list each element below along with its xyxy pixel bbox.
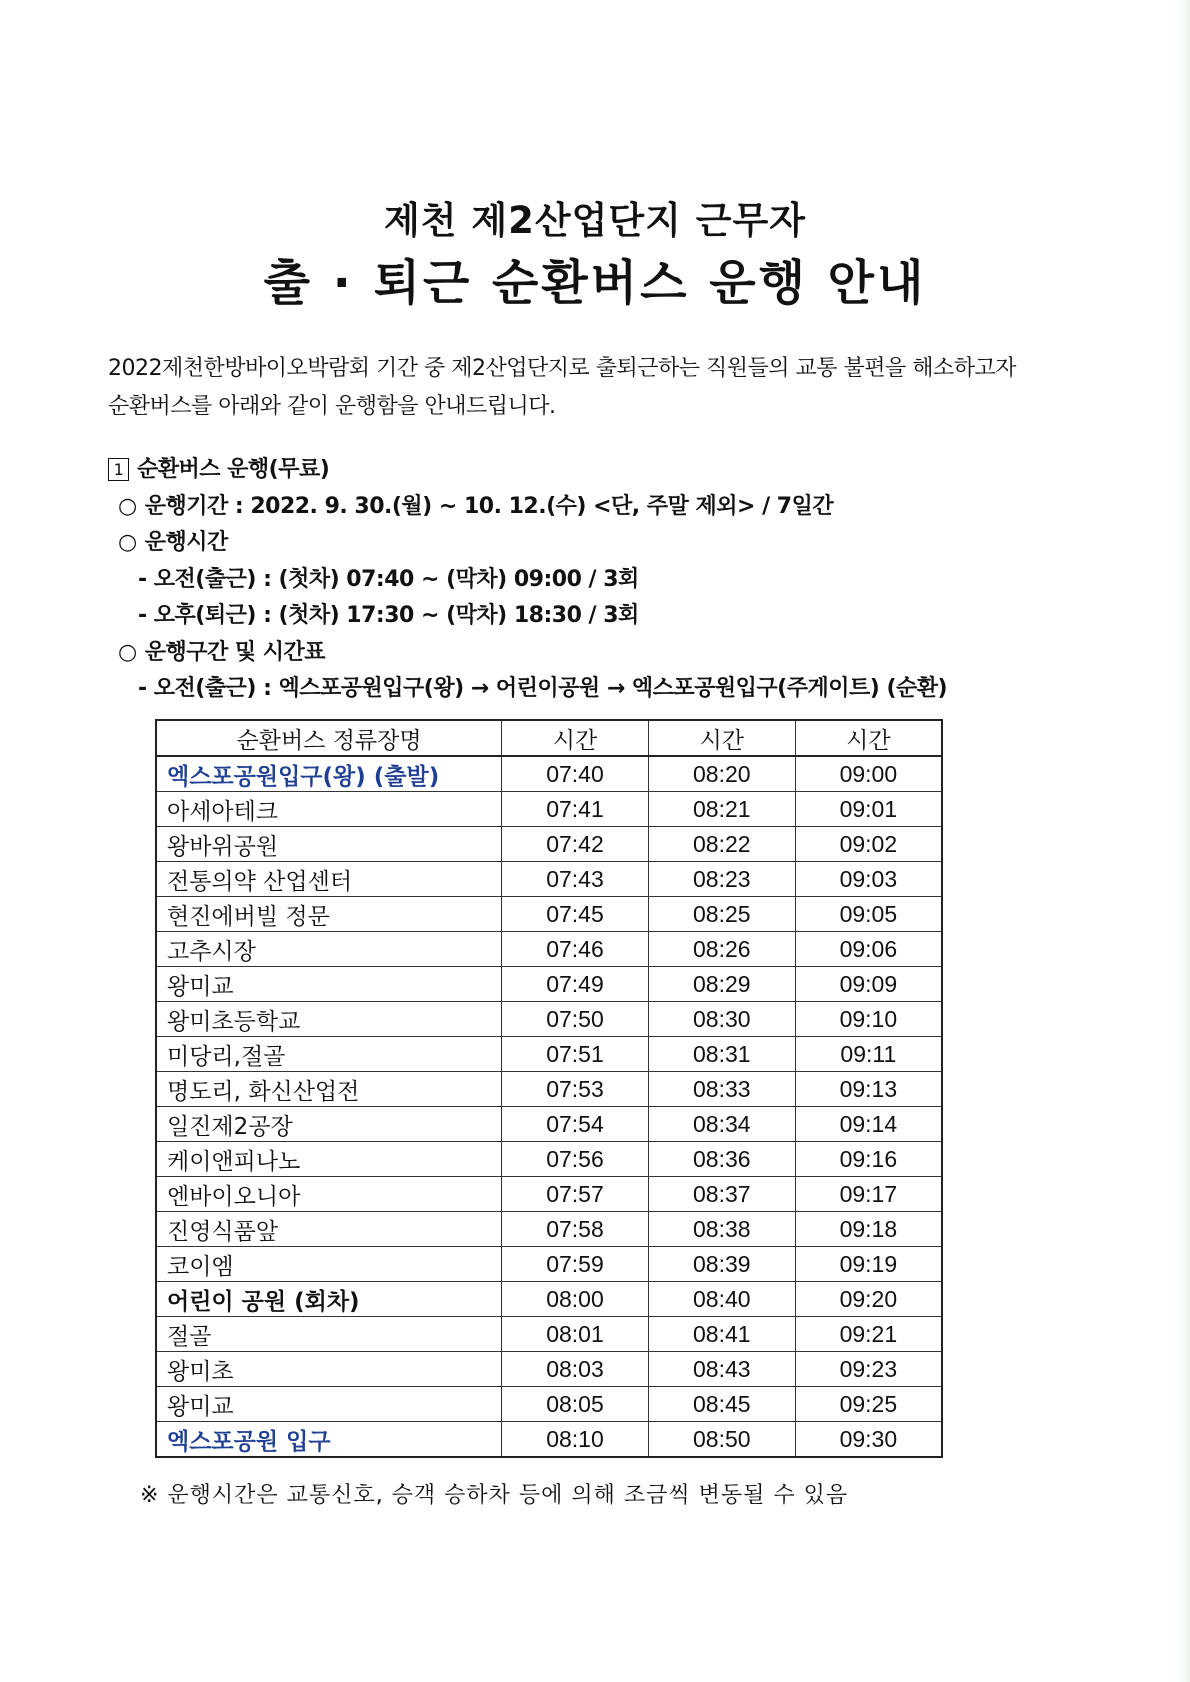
time-cell: 08:34 (648, 1107, 795, 1142)
time-cell: 09:21 (795, 1317, 942, 1352)
table-row (156, 1072, 942, 1107)
time-cell: 09:25 (795, 1387, 942, 1422)
circle-bullet-icon: ○ (118, 639, 137, 665)
time-cell: 07:58 (502, 1212, 649, 1247)
section-heading (108, 452, 1108, 489)
time-cell: 07:50 (502, 1002, 649, 1037)
header-time: 시간 (648, 720, 795, 756)
stop-name: 왕바위공원 (156, 827, 502, 862)
time-cell: 08:36 (648, 1142, 795, 1177)
time-cell: 07:57 (502, 1177, 649, 1212)
table-row (156, 1352, 942, 1387)
table-row (156, 1002, 942, 1037)
time-cell: 08:21 (648, 792, 795, 827)
time-cell: 08:40 (648, 1282, 795, 1317)
time-cell: 08:01 (502, 1317, 649, 1352)
header-time: 시간 (795, 720, 942, 756)
time-cell: 08:50 (648, 1422, 795, 1458)
table-row (156, 1107, 942, 1142)
table-row (156, 1422, 942, 1458)
stop-name: 케이앤피나노 (156, 1142, 502, 1177)
section-number-box: 1 (108, 458, 129, 481)
time-cell: 09:06 (795, 932, 942, 967)
time-cell: 07:45 (502, 897, 649, 932)
time-cell: 09:13 (795, 1072, 942, 1107)
stop-name: 현진에버빌 정문 (156, 897, 502, 932)
stop-name: 어린이 공원 (회차) (156, 1282, 502, 1317)
table-row (156, 967, 942, 1002)
bus-timetable (155, 719, 943, 1458)
time-cell: 07:53 (502, 1072, 649, 1107)
time-cell: 08:22 (648, 827, 795, 862)
hours-item (108, 525, 1108, 562)
time-cell: 08:05 (502, 1387, 649, 1422)
time-cell: 07:49 (502, 967, 649, 1002)
period-text: 운행기간 : 2022. 9. 30.(월) ~ 10. 12.(수) <단, 주말 제외> / 7일간 (144, 493, 834, 519)
table-row (156, 1177, 942, 1212)
time-cell: 08:25 (648, 897, 795, 932)
table-row (156, 1282, 942, 1317)
stop-name: 왕미교 (156, 967, 502, 1002)
table-row (156, 1142, 942, 1177)
intro-line-1: 2022제천한방바이오박람회 기간 중 제2산업단지로 출퇴근하는 직원들의 교통 불편을 해소하고자 (108, 356, 1017, 381)
time-cell: 08:41 (648, 1317, 795, 1352)
stop-name: 아세아테크 (156, 792, 502, 827)
table-row (156, 792, 942, 827)
time-cell: 09:20 (795, 1282, 942, 1317)
time-cell: 08:23 (648, 862, 795, 897)
table-row (156, 1212, 942, 1247)
time-cell: 09:19 (795, 1247, 942, 1282)
table-row (156, 932, 942, 967)
time-cell: 09:30 (795, 1422, 942, 1458)
header-time: 시간 (502, 720, 649, 756)
time-cell: 09:10 (795, 1002, 942, 1037)
stop-name: 일진제2공장 (156, 1107, 502, 1142)
stop-name: 왕미초 (156, 1352, 502, 1387)
stop-name: 엔바이오니아 (156, 1177, 502, 1212)
table-row (156, 897, 942, 932)
time-cell: 08:33 (648, 1072, 795, 1107)
table-row (156, 1387, 942, 1422)
stop-name: 엑스포공원입구(왕) (출발) (156, 756, 502, 792)
time-cell: 07:40 (502, 756, 649, 792)
route-text: 운행구간 및 시간표 (144, 639, 326, 665)
time-cell: 08:38 (648, 1212, 795, 1247)
table-row (156, 1317, 942, 1352)
circle-bullet-icon: ○ (118, 530, 137, 555)
time-cell: 08:31 (648, 1037, 795, 1072)
time-cell: 07:43 (502, 862, 649, 897)
time-cell: 09:00 (795, 756, 942, 792)
morning-hours: - 오전(출근) : (첫차) 07:40 ~ (막차) 09:00 / 3회 (138, 566, 639, 592)
time-cell: 09:16 (795, 1142, 942, 1177)
outline-section (108, 452, 1108, 708)
stop-name: 왕미초등학교 (156, 1002, 502, 1037)
table-row (156, 1247, 942, 1282)
time-cell: 07:46 (502, 932, 649, 967)
stop-name: 진영식품앞 (156, 1212, 502, 1247)
title-line-1: 제천 제2산업단지 근무자 (384, 199, 806, 242)
table-row (156, 827, 942, 862)
time-cell: 07:54 (502, 1107, 649, 1142)
time-cell: 08:03 (502, 1352, 649, 1387)
time-cell: 09:11 (795, 1037, 942, 1072)
time-cell: 08:10 (502, 1422, 649, 1458)
section-title: 순환버스 운행(무료) (137, 457, 330, 482)
time-cell: 09:18 (795, 1212, 942, 1247)
table-row (156, 756, 942, 792)
time-cell: 08:39 (648, 1247, 795, 1282)
time-cell: 08:00 (502, 1282, 649, 1317)
time-cell: 08:26 (648, 932, 795, 967)
stop-name: 명도리, 화신산업전 (156, 1072, 502, 1107)
time-cell: 09:05 (795, 897, 942, 932)
table-header-row (156, 720, 942, 756)
time-cell: 09:09 (795, 967, 942, 1002)
time-cell: 08:30 (648, 1002, 795, 1037)
table-row (156, 1037, 942, 1072)
time-cell: 07:41 (502, 792, 649, 827)
time-cell: 09:01 (795, 792, 942, 827)
time-cell: 07:59 (502, 1247, 649, 1282)
time-cell: 09:17 (795, 1177, 942, 1212)
period-item (108, 489, 1108, 526)
header-stop-name: 순환버스 정류장명 (156, 720, 502, 756)
footnote: ※ 운행시간은 교통신호, 승객 승하차 등에 의해 조금씩 변동될 수 있음 (140, 1483, 849, 1508)
stop-name: 미당리,절골 (156, 1037, 502, 1072)
stop-name: 고추시장 (156, 932, 502, 967)
circle-bullet-icon: ○ (118, 493, 137, 519)
time-cell: 07:51 (502, 1037, 649, 1072)
time-cell: 09:03 (795, 862, 942, 897)
time-cell: 09:23 (795, 1352, 942, 1387)
time-cell: 08:20 (648, 756, 795, 792)
title-line-2: 출 · 퇴근 순환버스 운행 안내 (263, 255, 927, 311)
time-cell: 07:56 (502, 1142, 649, 1177)
time-cell: 09:14 (795, 1107, 942, 1142)
route-item (108, 635, 1108, 672)
stop-name: 엑스포공원 입구 (156, 1422, 502, 1458)
time-cell: 08:29 (648, 967, 795, 1002)
time-cell: 08:43 (648, 1352, 795, 1387)
stop-name: 전통의약 산업센터 (156, 862, 502, 897)
intro-line-2: 순환버스를 아래와 같이 운행함을 안내드립니다. (108, 394, 556, 419)
evening-hours: - 오후(퇴근) : (첫차) 17:30 ~ (막차) 18:30 / 3회 (138, 603, 639, 628)
stop-name: 왕미교 (156, 1387, 502, 1422)
time-cell: 08:45 (648, 1387, 795, 1422)
table-row (156, 862, 942, 897)
time-cell: 08:37 (648, 1177, 795, 1212)
time-cell: 09:02 (795, 827, 942, 862)
route-detail: - 오전(출근) : 엑스포공원입구(왕) → 어린이공원 → 엑스포공원입구(주게이트) (순환) (138, 676, 948, 701)
stop-name: 절골 (156, 1317, 502, 1352)
stop-name: 코이엠 (156, 1247, 502, 1282)
time-cell: 07:42 (502, 827, 649, 862)
hours-text: 운행시간 (144, 530, 228, 555)
intro-paragraph (108, 350, 1108, 426)
